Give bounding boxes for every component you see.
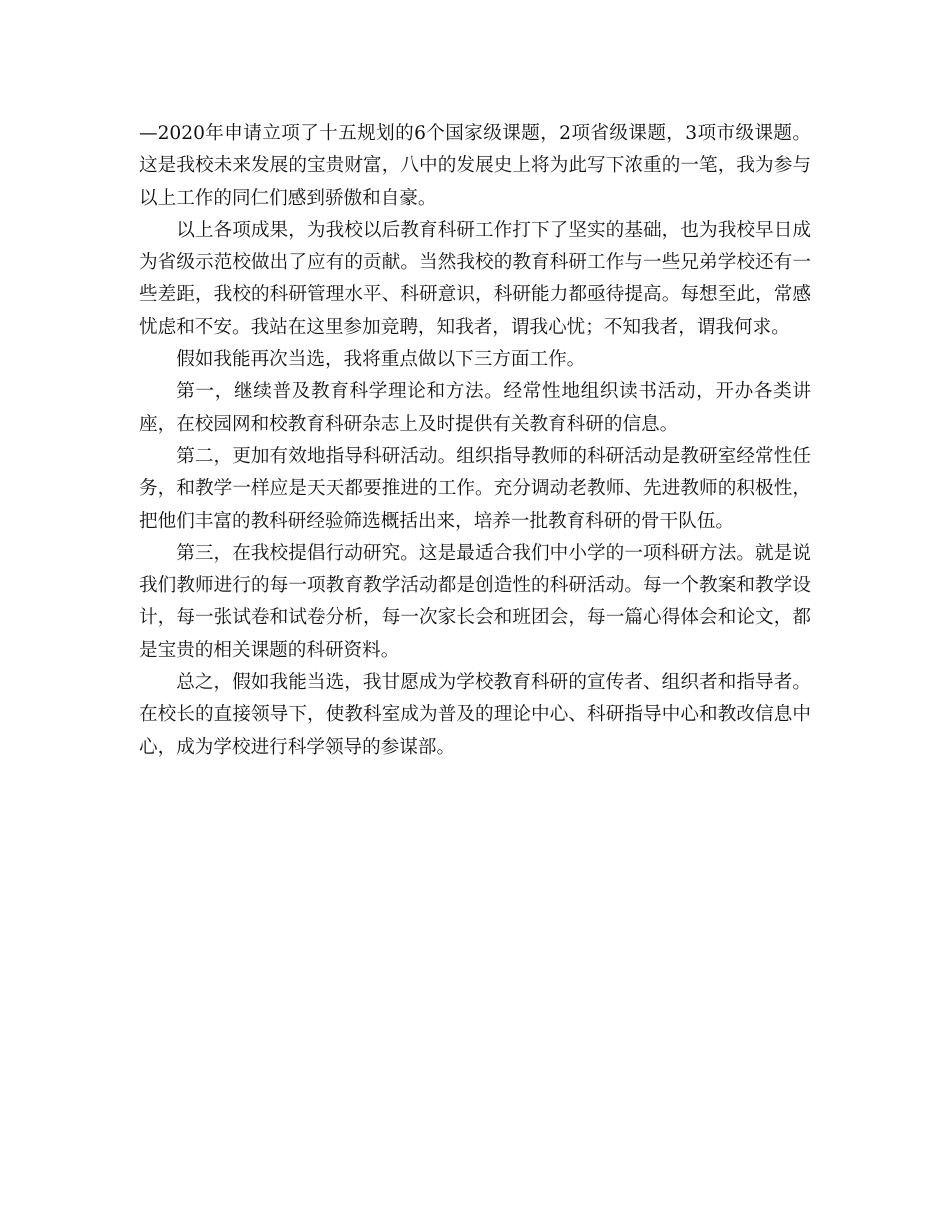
paragraph-4: 第一，继续普及教育科学理论和方法。经常性地组织读书活动，开办各类讲座，在校园网和校教育科研杂志上及时提供有关教育科研的信息。	[139, 381, 811, 435]
paragraph-6: 第三，在我校提倡行动研究。这是最适合我们中小学的一项科研方法。就是说我们教师进行的每一项教育教学活动都是创造性的科研活动。每一个教案和教学设计，每一张试卷和试卷分析，每一次家长会和班团会，每一篇心得体会和论文，都是宝贵的相关课题的科研资料。	[139, 542, 811, 661]
paragraph-2: 以上各项成果，为我校以后教育科研工作打下了坚实的基础，也为我校早日成为省级示范校做出了应有的贡献。当然我校的教育科研工作与一些兄弟学校还有一些差距，我校的科研管理水平、科研意识，科研能力都亟待提高。每想至此，常感忧虑和不安。我站在这里参加竞聘，知我者，谓我心忧；不知我者，谓我何求。	[139, 219, 811, 338]
paragraph-5: 第二，更加有效地指导科研活动。组织指导教师的科研活动是教研室经常性任务，和教学一样应是天天都要推进的工作。充分调动老教师、先进教师的积极性，把他们丰富的教科研经验筛选概括出来，培养一批教育科研的骨干队伍。	[139, 445, 811, 532]
paragraph-3: 假如我能再次当选，我将重点做以下三方面工作。	[176, 349, 586, 371]
document-body	[139, 118, 811, 764]
paragraph-1: —2020年申请立项了十五规划的6个国家级课题，2项省级课题，3项市级课题。这是我校未来发展的宝贵财富，八中的发展史上将为此写下浓重的一笔，我为参与以上工作的同仁们感到骄傲和自豪。	[139, 123, 811, 209]
paragraph-7: 总之，假如我能当选，我甘愿成为学校教育科研的宣传者、组织者和指导者。在校长的直接领导下，使教科室成为普及的理论中心、科研指导中心和教改信息中心，成为学校进行科学领导的参谋部。	[139, 672, 811, 758]
